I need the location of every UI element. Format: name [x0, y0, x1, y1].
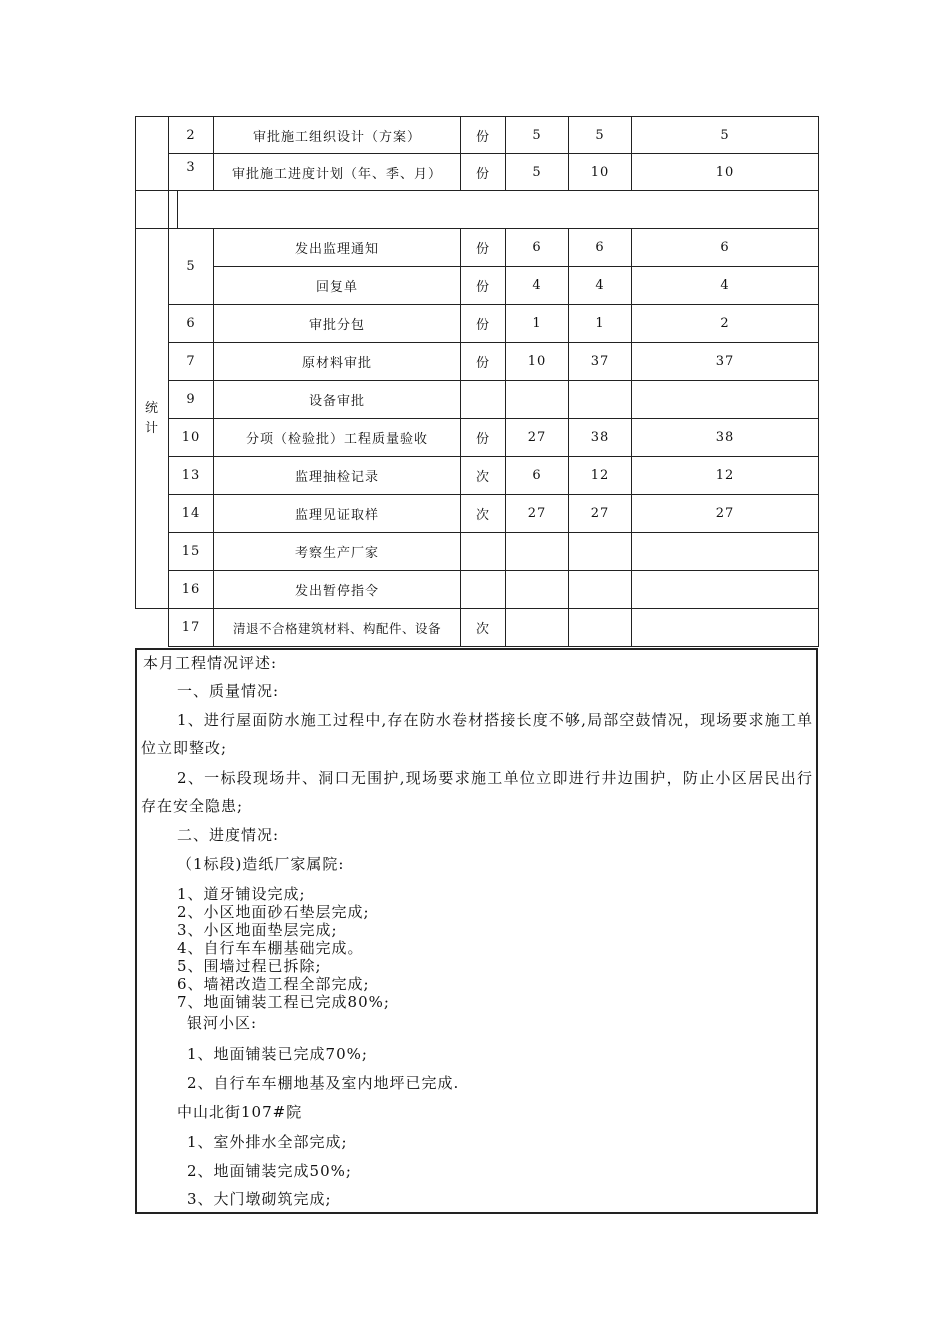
row-unit: 份 — [461, 154, 506, 191]
row-value-2: 37 — [569, 343, 632, 381]
row-value-2 — [569, 533, 632, 571]
site3-item: 3、大门墩砌筑完成; — [187, 1190, 332, 1208]
row-item: 分项（检验批）工程质量验收 — [214, 419, 461, 457]
site3-title: 中山北街107#院 — [177, 1103, 303, 1121]
row-number: 6 — [169, 305, 214, 343]
table-row — [136, 533, 819, 571]
empty-cell — [136, 191, 169, 229]
row-value-1: 27 — [506, 419, 569, 457]
row-number: 15 — [169, 533, 214, 571]
site2-item: 1、地面铺装已完成70%; — [187, 1045, 368, 1063]
site1-item: 3、小区地面垫层完成; — [177, 921, 338, 939]
row-number: 13 — [169, 457, 214, 495]
site1-item: 7、地面铺装工程已完成80%; — [177, 993, 390, 1011]
site1-item: 6、墙裙改造工程全部完成; — [177, 975, 370, 993]
site2-item: 2、自行车车棚地基及室内地坪已完成. — [187, 1074, 460, 1092]
site1-title: （1标段)造纸厂家属院: — [177, 855, 345, 873]
table-row — [136, 381, 819, 419]
row-value-1: 6 — [506, 229, 569, 267]
row-value-1 — [506, 533, 569, 571]
row-value-3: 10 — [632, 154, 819, 191]
row-value-3: 37 — [632, 343, 819, 381]
row-value-3: 6 — [632, 229, 819, 267]
row-item: 发出暂停指令 — [214, 571, 461, 609]
row-value-2: 10 — [569, 154, 632, 191]
row-value-3: 5 — [632, 117, 819, 154]
table-row — [136, 343, 819, 381]
row-value-2 — [569, 571, 632, 609]
row-item: 原材料审批 — [214, 343, 461, 381]
table-row — [136, 571, 819, 609]
row-unit: 份 — [461, 267, 506, 305]
table-row — [136, 495, 819, 533]
quality-item-1: 1、进行屋面防水施工过程中,存在防水卷材搭接长度不够,局部空鼓情况，现场要求施工单位立即整改; — [141, 711, 813, 757]
row-number: 3 — [169, 154, 214, 191]
row-number: 14 — [169, 495, 214, 533]
row-unit: 次 — [461, 457, 506, 495]
row-unit: 次 — [461, 609, 506, 647]
row-value-1: 5 — [506, 154, 569, 191]
row-unit: 份 — [461, 343, 506, 381]
site2-title: 银河小区: — [187, 1014, 258, 1032]
row-unit — [461, 381, 506, 419]
row-value-1: 1 — [506, 305, 569, 343]
site1-item: 2、小区地面砂石垫层完成; — [177, 903, 370, 921]
monthly-review-box — [135, 648, 818, 1214]
site1-item: 5、围墙过程已拆除; — [177, 957, 322, 975]
blank-side-cell — [136, 117, 169, 191]
row-number: 16 — [169, 571, 214, 609]
side-label: 统 计 — [136, 229, 169, 609]
row-value-2: 4 — [569, 267, 632, 305]
table-row — [136, 609, 819, 647]
row-value-1: 27 — [506, 495, 569, 533]
row-value-1 — [506, 609, 569, 647]
row-item: 设备审批 — [214, 381, 461, 419]
row-value-2: 5 — [569, 117, 632, 154]
row-item: 回复单 — [214, 267, 461, 305]
row-value-2: 38 — [569, 419, 632, 457]
site1-item: 4、自行车车棚基础完成。 — [177, 939, 364, 957]
table-row — [136, 154, 819, 191]
row-unit: 份 — [461, 305, 506, 343]
row-value-3: 12 — [632, 457, 819, 495]
table-row — [136, 419, 819, 457]
row-number: 5 — [169, 229, 214, 305]
row-value-2: 27 — [569, 495, 632, 533]
statistics-table — [135, 116, 819, 647]
empty-cell — [136, 609, 169, 647]
empty-cell — [169, 191, 819, 229]
row-value-3 — [632, 533, 819, 571]
row-value-2: 6 — [569, 229, 632, 267]
row-item: 考察生产厂家 — [214, 533, 461, 571]
row-value-2 — [569, 381, 632, 419]
row-value-2: 12 — [569, 457, 632, 495]
row-value-3: 38 — [632, 419, 819, 457]
review-title: 本月工程情况评述: — [143, 654, 278, 672]
row-unit: 份 — [461, 229, 506, 267]
table-row-empty — [136, 191, 819, 229]
row-value-1 — [506, 571, 569, 609]
row-value-1: 10 — [506, 343, 569, 381]
table-row — [136, 305, 819, 343]
row-unit — [461, 571, 506, 609]
row-value-3 — [632, 609, 819, 647]
table-row — [136, 457, 819, 495]
table-row — [136, 229, 819, 267]
row-unit: 份 — [461, 419, 506, 457]
quality-item-2: 2、一标段现场井、洞口无围护,现场要求施工单位立即进行井边围护，防止小区居民出行存在安全隐患; — [141, 769, 813, 815]
row-value-2: 1 — [569, 305, 632, 343]
row-item: 监理抽检记录 — [214, 457, 461, 495]
row-item: 清退不合格建筑材料、构配件、设备 — [214, 609, 461, 647]
row-unit: 次 — [461, 495, 506, 533]
row-item: 审批分包 — [214, 305, 461, 343]
row-value-3 — [632, 381, 819, 419]
row-item: 发出监理通知 — [214, 229, 461, 267]
row-value-3 — [632, 571, 819, 609]
quality-heading: 一、质量情况: — [177, 682, 280, 700]
site1-item: 1、道牙铺设完成; — [177, 885, 306, 903]
row-number: 2 — [169, 117, 214, 154]
row-value-1 — [506, 381, 569, 419]
site3-item: 2、地面铺装完成50%; — [187, 1162, 352, 1180]
row-value-1: 5 — [506, 117, 569, 154]
row-value-3: 2 — [632, 305, 819, 343]
row-item: 审批施工进度计划（年、季、月） — [214, 154, 461, 191]
row-value-1: 6 — [506, 457, 569, 495]
row-unit: 份 — [461, 117, 506, 154]
row-item: 审批施工组织设计（方案） — [214, 117, 461, 154]
row-item: 监理见证取样 — [214, 495, 461, 533]
site3-item: 1、室外排水全部完成; — [187, 1133, 348, 1151]
row-number: 17 — [169, 609, 214, 647]
table-row — [136, 267, 819, 305]
row-value-2 — [569, 609, 632, 647]
row-number: 9 — [169, 381, 214, 419]
row-value-3: 27 — [632, 495, 819, 533]
row-value-3: 4 — [632, 267, 819, 305]
table-row — [136, 117, 819, 154]
row-number: 7 — [169, 343, 214, 381]
row-number: 10 — [169, 419, 214, 457]
row-unit — [461, 533, 506, 571]
progress-heading: 二、进度情况: — [177, 826, 280, 844]
row-value-1: 4 — [506, 267, 569, 305]
